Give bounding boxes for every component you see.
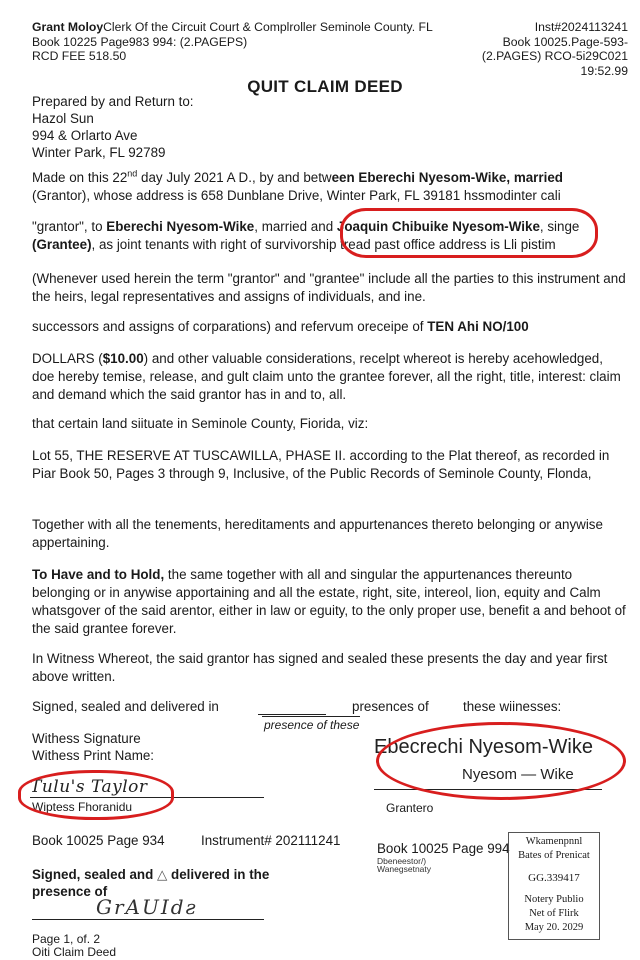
date-suffix: nd xyxy=(127,168,138,179)
date-text: day July 2021 A D., by and betw xyxy=(137,170,332,185)
document-footer-title: Oiti Claim Deed xyxy=(32,945,117,959)
paragraph-made-on xyxy=(32,169,563,187)
signed-sealed-second-a: Signed, sealed and xyxy=(32,867,158,882)
recording-header-right xyxy=(482,20,628,78)
joint-tenants-text: , as joint tenants with right of survivorship tread past office address is Lli pistim xyxy=(91,237,556,252)
witness-signature-label: Withess Signature xyxy=(32,731,141,746)
rcd-fee: RCD FEE 518.50 xyxy=(32,49,127,64)
witness-annotation-circle xyxy=(18,770,174,820)
clerk-line xyxy=(32,20,433,35)
grantor-term: "grantor", to xyxy=(32,219,107,234)
grantor-signature-line-2: Nyesom — Wike xyxy=(462,766,574,783)
grantor-address-line: (Grantor), whose address is 658 Dunblane Drive, Winter Park, FL 39181 hssmodinter cali xyxy=(32,188,561,203)
signed-sealed-second-b: delivered in the xyxy=(167,867,270,882)
notary-line-5: Net of Flirk xyxy=(529,908,579,919)
preparer-address-1: 994 & Orlarto Ave xyxy=(32,128,138,143)
witness-print-under-line: Wiptess Fhoranidu xyxy=(32,800,133,814)
witness-print-name-label: Withess Print Name: xyxy=(32,748,155,763)
instrument-number-bottom: Instrument# 202111241 xyxy=(201,833,341,848)
made-on-text: Made on this 22 xyxy=(32,170,128,185)
triangle-mark: △ xyxy=(157,867,168,882)
paragraph-dollars xyxy=(32,350,628,404)
dollars-text: DOLLARS ( xyxy=(32,351,103,366)
prepared-by-label: Prepared by and Return to: xyxy=(32,94,194,109)
grantee-name-2: Joaquin Chibuike Nyesom-Wike xyxy=(336,219,540,234)
notary-line-2: Bates of Prenicat xyxy=(518,850,590,861)
notary-line-6: May 20. 2029 xyxy=(524,922,584,933)
paragraph-together: Together with all the tenements, hereditaments and appurtenances thereto belonging or anywise appertaining. xyxy=(32,517,603,550)
grantor-signature-line-1: Ebecrechi Nyesom-Wike xyxy=(374,736,593,758)
bottom-signature: GrAUIdƨ xyxy=(96,895,198,919)
clerk-title: Clerk Of the Circuit Court & Complroller Seminole County. FL xyxy=(103,20,433,34)
book-page-right-header: Book 10025.Page-593- xyxy=(502,34,628,49)
clerk-name: Grant Moloy xyxy=(32,20,104,34)
consideration-amount: $10.00 xyxy=(102,351,144,366)
grantee-name-1: Eberechi Nyesom-Wike xyxy=(106,219,255,234)
paragraph-land: that certain land siituate in Seminole County, Fiorida, viz: xyxy=(32,416,369,431)
habendum-text: the same together with all and singular the appurtenances thereunto belonging or in anywise apportaining and all the estate, right, site, intereol, lion, equity and Calm whatsgover of the said arentor, either in law or eguity, to the only proper use, benefit a and behoot of the said grantee forever. xyxy=(32,567,626,636)
witness-signature: Tulu's Taylor xyxy=(30,777,148,797)
notary-line-4: Notery Publio xyxy=(524,894,584,905)
consideration-amount-words: TEN Ahi NO/100 xyxy=(427,319,529,334)
paragraph-whenever: (Whenever used herein the term "grantor" and "grantee" include all the parties to this instrument and the heirs, legal representatives and assigns of individuals, and ine. xyxy=(32,271,626,304)
grantor-name-1: een Eberechi Nyesom-Wike, married xyxy=(331,170,563,185)
notary-line-3: GG.339417 xyxy=(528,872,580,884)
document-title: QUIT CLAIM DEED xyxy=(247,77,403,96)
presence-of-second: presence of xyxy=(32,884,108,899)
single-text: , singe xyxy=(539,219,580,234)
paragraph-successors xyxy=(32,318,529,336)
presence-of-these-label: presence of these xyxy=(264,718,360,732)
prepared-by-block xyxy=(32,93,194,161)
paragraph-habendum xyxy=(32,566,628,638)
notary-stamp xyxy=(508,832,600,940)
book-page-bottom: Book 10025 Page 934 xyxy=(32,833,165,848)
grantor-annotation-circle xyxy=(376,722,626,800)
stamp-small-text-2: Wanegsetnaty xyxy=(377,864,432,874)
married-and: , married and xyxy=(254,219,337,234)
preparer-name: Hazol Sun xyxy=(32,111,94,126)
grantee-label: (Grantee) xyxy=(32,237,92,252)
bottom-signature-line xyxy=(32,919,264,920)
paragraph-witness-whereof: In Witness Whereot, the said grantor has signed and sealed these presents the day and year first above written. xyxy=(32,651,608,684)
signed-sealed-text: Signed, sealed and delivered in xyxy=(32,699,219,714)
habendum-heading: To Have and to Hold, xyxy=(32,567,165,582)
instrument-number-header: Inst#2024113241 xyxy=(534,20,628,34)
presences-of-text: presences of xyxy=(352,699,429,714)
recording-time: 19:52.99 xyxy=(580,63,628,78)
stamp-small-text-1: Dbeneestor/) xyxy=(377,856,427,866)
book-page-header: Book 10225 Page983 994: (2.PAGEPS) xyxy=(32,34,248,49)
grantee-annotation-circle xyxy=(340,208,598,258)
pages-right-header: (2.PAGES) RCO-5i29C021 xyxy=(481,49,628,64)
remise-release-text: ) and other valuable considerations, recelpt whereot is hereby acehowledged, doe hereby temise, release, and gult claim unto the grantee forever, all the right, title, interest: claim and demand which the said grantor has in and to, all. xyxy=(32,351,621,402)
paragraph-legal-description: Lot 55, THE RESERVE AT TUSCAWILLA, PHASE II. according to the Plat thereof, as recorded in Piar Book 50, Pages 3 through 9, Inclusive, of the Public Records of Seminole County, Flonda, xyxy=(32,448,610,481)
preparer-address-2: Winter Park, FL 92789 xyxy=(32,145,166,160)
successors-text: successors and assigns of corparations) and refervum oreceipe of xyxy=(32,319,428,334)
these-witnesses-text: these wiinesses: xyxy=(463,699,562,714)
book-page-right-bottom: Book 10025 Page 994 xyxy=(377,841,510,856)
page-number: Page 1, of. 2 xyxy=(32,932,101,946)
blank-line-presence xyxy=(258,714,326,715)
recording-header-left xyxy=(32,20,433,64)
signed-sealed-second xyxy=(32,866,269,884)
notary-line-1: Wkamenpnnl xyxy=(525,836,583,847)
grantor-label: Grantero xyxy=(386,801,434,815)
